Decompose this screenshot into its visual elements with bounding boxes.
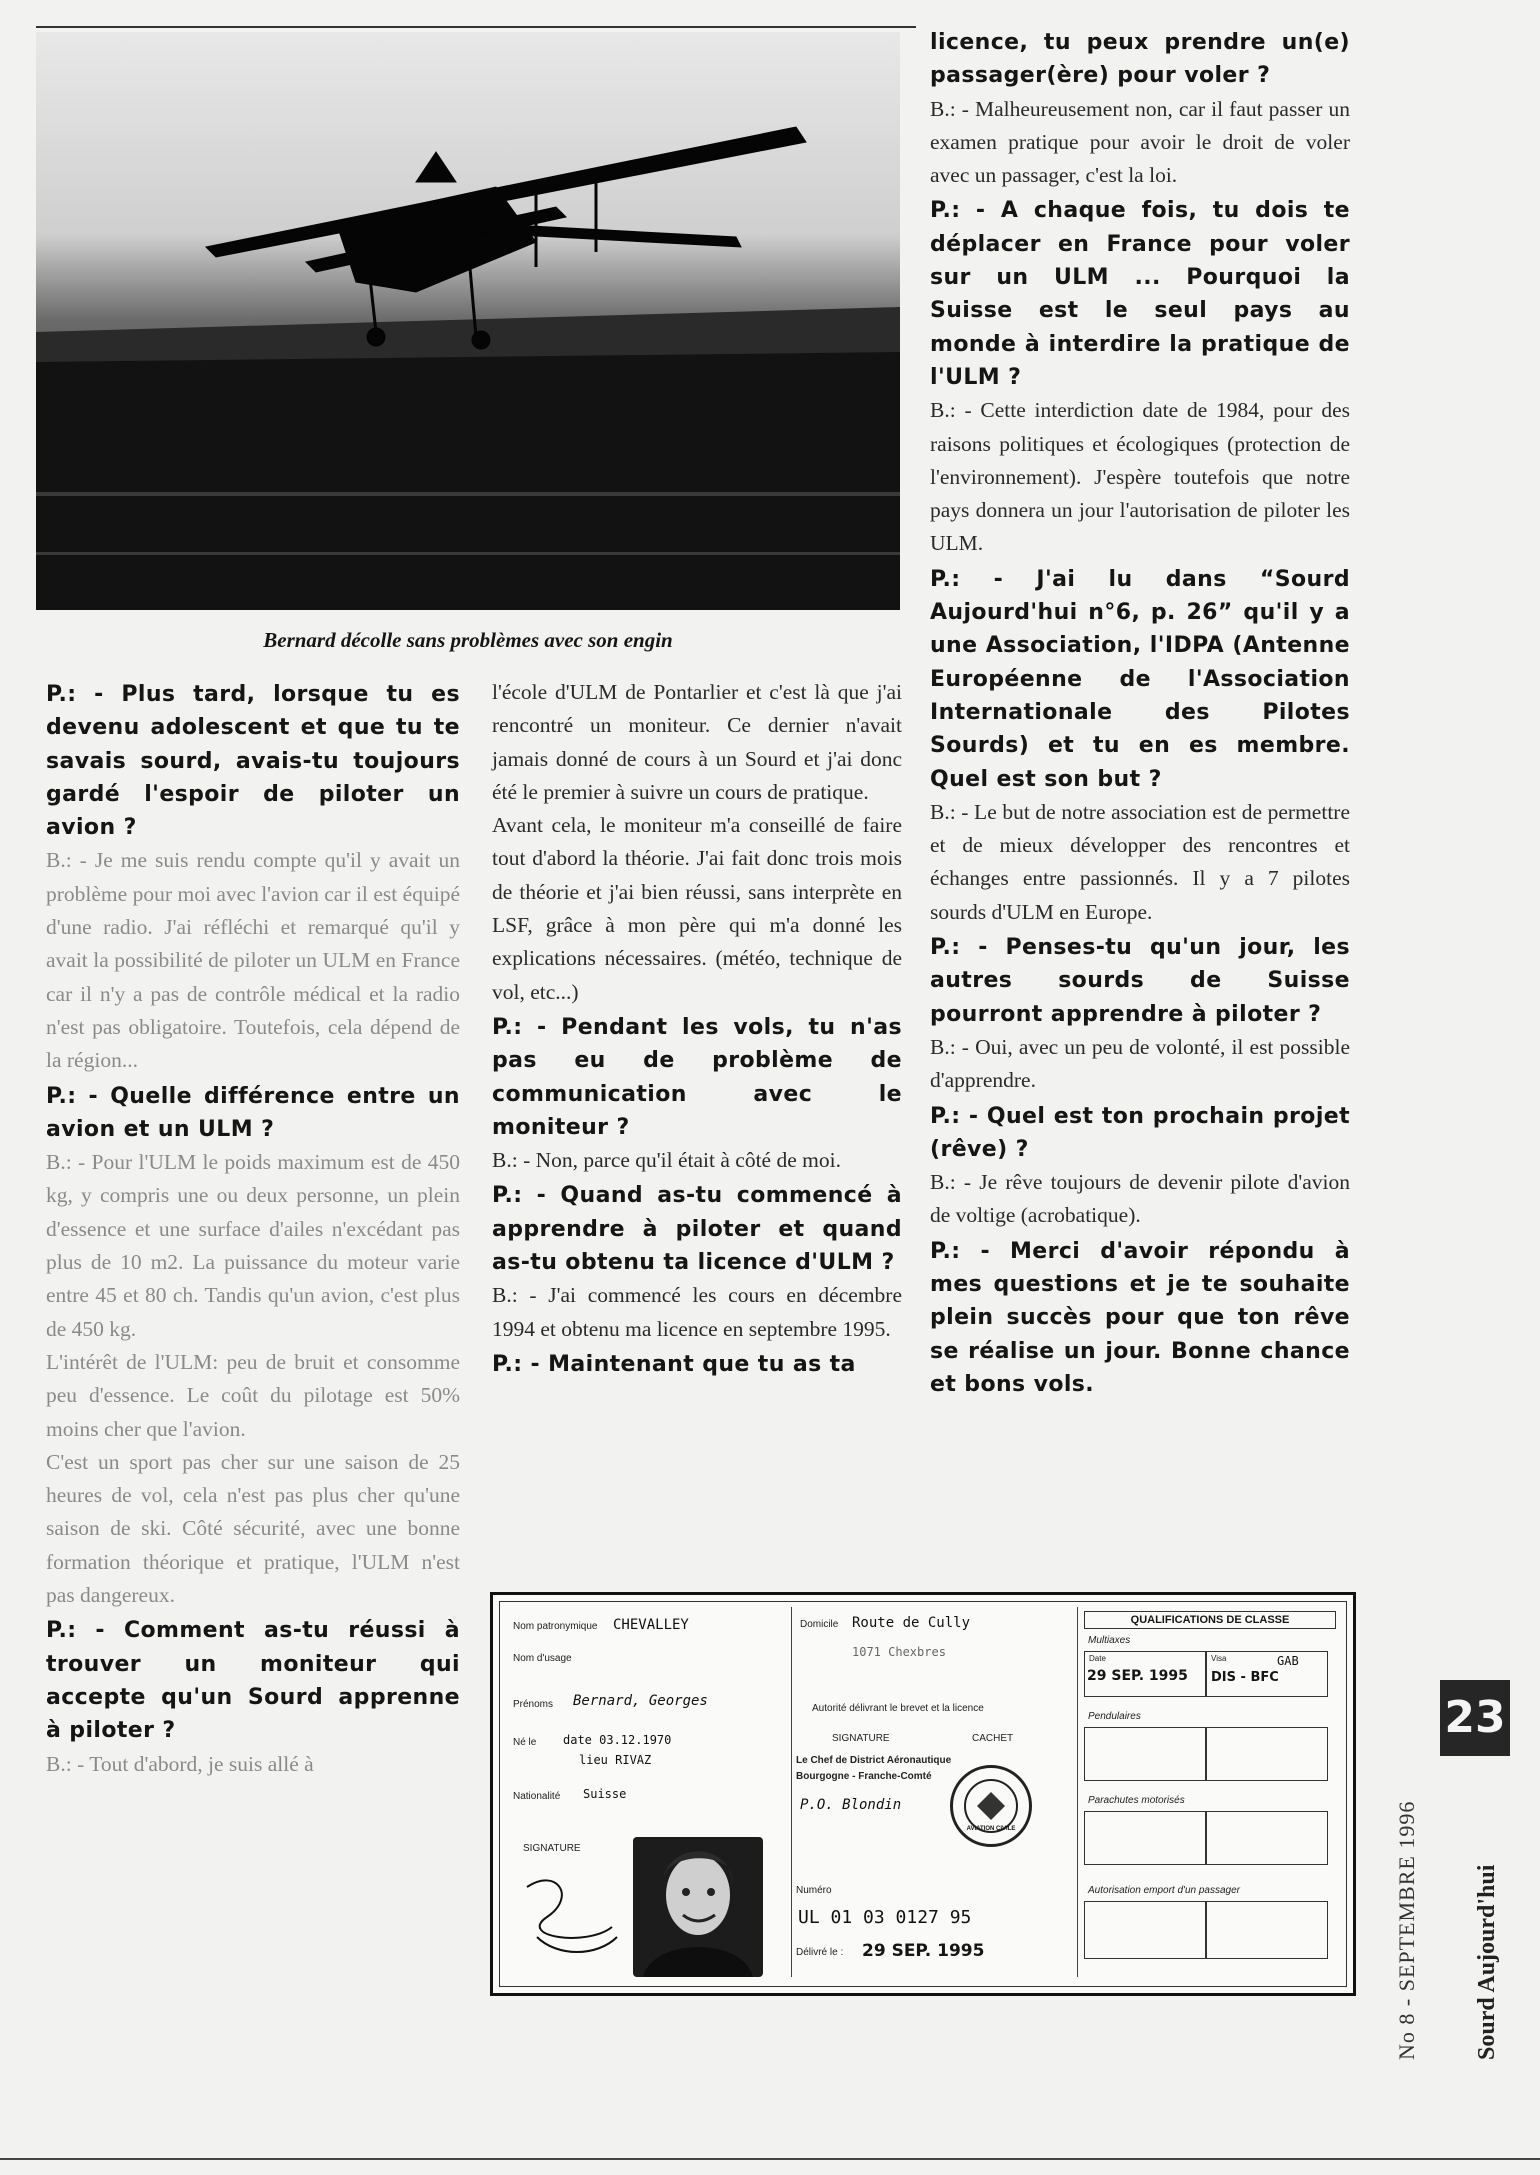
answer: L'intérêt de l'ULM: peu de bruit et consomme peu d'essence. Le coût du pilotage est 50% moins cher que l'avion. (46, 1349, 460, 1441)
signature-label: SIGNATURE (523, 1843, 581, 1854)
domicile-value-2: 1071 Chexbres (852, 1645, 946, 1659)
answer: B.: - Je rêve toujours de devenir pilote d'avion de voltige (acrobatique). (930, 1170, 1350, 1228)
region-label: Bourgogne - Franche-Comté (796, 1771, 932, 1782)
answer: B.: - J'ai commencé les cours en décembre 1994 et obtenu ma licence en septembre 1995. (492, 1283, 902, 1341)
column-1 (46, 676, 460, 1781)
naissance-label: Né le (513, 1737, 537, 1748)
delivre-value: 29 SEP. 1995 (862, 1941, 985, 1961)
numero-label: Numéro (796, 1885, 832, 1896)
usage-label: Nom d'usage (513, 1653, 572, 1664)
answer: B.: - Cette interdiction date de 1984, pour des raisons politiques et écologiques (protection de l'environnement). J'espère toutefois que notre pays donnera un jour l'autorisation de piloter les ULM. (930, 398, 1350, 556)
official-stamp (950, 1765, 1032, 1847)
delivre-label: Délivré le : (796, 1947, 844, 1958)
stamp-emblem-icon (953, 1768, 1029, 1844)
prenoms-value: Bernard, Georges (573, 1693, 708, 1709)
numero-value: UL 01 03 0127 95 (798, 1907, 972, 1928)
article-photo (36, 32, 900, 610)
visa-label: Visa (1211, 1654, 1227, 1663)
ulm-takeoff-photo (36, 32, 900, 610)
question: P.: - Quand as-tu commencé à apprendre à piloter et quand as-tu obtenu ta licence d'ULM ? (492, 1183, 902, 1276)
licence-authority-section (791, 1607, 1072, 1977)
photo-caption: Bernard décolle sans problèmes avec son engin (263, 628, 673, 652)
chef-label: Le Chef de District Aéronautique (796, 1755, 952, 1766)
parachutes-visa-box (1206, 1811, 1328, 1865)
magazine-title: Sourd Aujourd'hui (1474, 1864, 1500, 2060)
autorite-label: Autorité délivrant le brevet et la licence (812, 1703, 984, 1714)
question: P.: - Merci d'avoir répondu à mes questions et je te souhaite plein succès pour que ton rêve se réalise un jour. Bonne chance et bons vols. (930, 1238, 1350, 1397)
answer: B.: - Tout d'abord, je suis allé à (46, 1751, 314, 1776)
bottom-rule (0, 2158, 1540, 2160)
lieu-value: lieu RIVAZ (579, 1753, 652, 1767)
question: P.: - A chaque fois, tu dois te déplacer en France pour voler sur un ULM ... Pourquoi la Suisse est le seul pays au monde à interdire la pratique de l'ULM ? (930, 198, 1350, 390)
autorisation-visa-box (1206, 1901, 1328, 1959)
answer: B.: - Pour l'ULM le poids maximum est de 450 kg, y compris une ou deux personne, un plein d'essence et une surface d'ailes n'excédant pas plus de 10 m2. La puissance du moteur varie entre 45 et 80 ch. Tandis qu'un avion, c'est plus de 450 kg. (46, 1150, 460, 1341)
multiaxes-label: Multiaxes (1088, 1635, 1131, 1646)
naissance-value: date 03.12.1970 (563, 1733, 672, 1747)
answer: B.: - Je me suis rendu compte qu'il y avait un problème pour moi avec l'avion car il est équipé d'une radio. J'ai réfléchi et remarqué qu'il y avait la possibilité de piloter un ULM en France car il n'y a pas de contrôle médical et la radio n'est pas obligatoire. Toutefois, cela dépend de la région... (46, 848, 460, 1073)
answer: B.: - Oui, avec un peu de volonté, il est possible d'apprendre. (930, 1034, 1350, 1093)
handwritten-signature (517, 1867, 627, 1967)
signature-label-2: SIGNATURE (832, 1733, 890, 1744)
multiaxes-date-box (1084, 1651, 1206, 1697)
nom-value: CHEVALLEY (613, 1617, 689, 1633)
multiaxes-visa-box (1206, 1651, 1328, 1697)
question: P.: - Maintenant que tu as ta (492, 1351, 856, 1377)
answer: B.: - Malheureusement non, car il faut passer un examen pratique pour avoir le droit de voler avec un passager, c'est la loi. (930, 96, 1350, 188)
question: P.: - Penses-tu qu'un jour, les autres sourds de Suisse pourront apprendre à piloter ? (930, 935, 1350, 1027)
pendulaires-visa-box (1206, 1727, 1328, 1781)
pendulaires-date-box (1084, 1727, 1206, 1781)
parachutes-date-box (1084, 1811, 1206, 1865)
nationalite-value: Suisse (583, 1787, 627, 1801)
question: P.: - Pendant les vols, tu n'as pas eu de problème de communication avec le moniteur ? (492, 1014, 902, 1140)
portrait-photo (633, 1837, 763, 1977)
autorisation-label: Autorisation emport d'un passager (1088, 1885, 1240, 1896)
nom-label: Nom patronymique (513, 1621, 598, 1632)
multiaxes-date: 29 SEP. 1995 (1087, 1668, 1188, 1684)
autorisation-date-box (1084, 1901, 1206, 1959)
prenoms-label: Prénoms (513, 1699, 554, 1710)
parachutes-label: Parachutes motorisés (1088, 1795, 1185, 1806)
licence-qualifications-section (1077, 1607, 1340, 1977)
column-2 (492, 676, 902, 1381)
cachet-label: CACHET (972, 1733, 1014, 1744)
pendulaires-label: Pendulaires (1088, 1711, 1141, 1722)
signer-value: P.O. Blondin (800, 1797, 902, 1813)
issue-label: No 8 - SEPTEMBRE 1996 (1394, 1800, 1419, 2060)
question: P.: - Comment as-tu réussi à trouver un moniteur qui accepte qu'un Sourd apprenne à piloter ? (46, 1618, 460, 1744)
person-portrait-icon (633, 1837, 763, 1977)
column-3 (930, 24, 1350, 1401)
question: P.: - J'ai lu dans “Sourd Aujourd'hui n°6, p. 26” qu'il y a une Association, l'IDPA (Antenne Européenne de l'Association Internationale des Pilotes Sourds) et tu en es membre. Quel est son but ? (930, 566, 1350, 792)
question: P.: - Plus tard, lorsque tu es devenu adolescent et que tu te savais sourd, avais-tu toujours gardé l'espoir de piloter un avion ? (46, 682, 460, 841)
domicile-value: Route de Cully (852, 1615, 971, 1631)
answer: B.: - Le but de notre association est de permettre et de mieux développer des rencontres et échanges entre passionnés. Il y a 7 pilotes sourds d'ULM en Europe. (930, 799, 1350, 924)
question: P.: - Quel est ton prochain projet (rêve) ? (930, 1103, 1350, 1162)
nationalite-label: Nationalité (513, 1791, 561, 1802)
domicile-label: Domicile (800, 1619, 839, 1630)
answer: l'école d'ULM de Pontarlier et c'est là que j'ai rencontré un moniteur. Ce dernier n'avait jamais donné de cours à un Sourd et j'ai donc été le premier à suivre un cours de pratique. (492, 680, 902, 804)
multiaxes-visa: DIS - BFC (1211, 1670, 1279, 1685)
visa-initials: GAB (1277, 1654, 1299, 1668)
qualifications-title: QUALIFICATIONS DE CLASSE (1084, 1611, 1336, 1629)
answer: Avant cela, le moniteur m'a conseillé de faire tout d'abord la théorie. J'ai fait donc trois mois de théorie et j'ai bien réussi, sans interprète en LSF, grâce à mon père qui m'a donné les explications nécessaires. (météo, technique de vol, etc...) (492, 813, 902, 1004)
answer: C'est un sport pas cher sur une saison de 25 heures de vol, cela n'est pas plus cher qu'une saison de ski. Côté sécurité, avec une bonne formation théorique et pratique, l'ULM n'est pas dangereux. (46, 1449, 460, 1608)
licence-identity-section (503, 1607, 783, 1977)
question: licence, tu peux prendre un(e) passager(ère) pour voler ? (930, 30, 1350, 89)
date-label: Date (1089, 1654, 1106, 1663)
answer: B.: - Non, parce qu'il était à côté de moi. (492, 1148, 841, 1173)
page-number: 23 (1440, 1680, 1510, 1756)
question: P.: - Quelle différence entre un avion et un ULM ? (46, 1083, 460, 1142)
top-rule (36, 26, 916, 28)
pilot-licence (490, 1592, 1356, 1996)
stamp-text: AVIATION CIVILE (966, 1826, 1016, 1832)
